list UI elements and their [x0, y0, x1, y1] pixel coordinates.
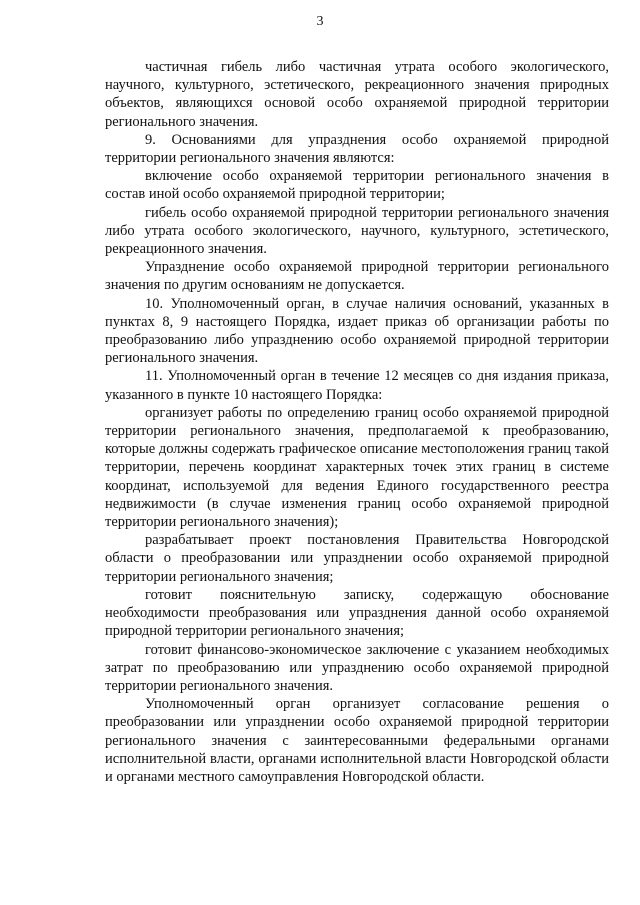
paragraph-item-11-explanatory-note: готовит пояснительную записку, содержащую обоснование необходимости преобразования или упразднения данной особо охраняемой природной территории регионального значения; — [105, 586, 609, 640]
paragraph-item-9-inclusion: включение особо охраняемой территории регионального значения в состав иной особо охраняемой природной территории; — [105, 168, 609, 203]
paragraph-item-9: 9. Основаниями для упразднения особо охраняемой природной территории регионального значения являются: — [105, 131, 609, 167]
paragraph-item-10: 10. Уполномоченный орган, в случае наличия оснований, указанных в пунктах 8, 9 настоящего Порядка, издает приказ об организации работы по преобразованию либо упразднению особо охраняемой природной территории регионального значения. — [105, 295, 609, 367]
paragraph-item-11-financial-conclusion: готовит финансово-экономическое заключение с указанием необходимых затрат по преобразованию или упразднению особо охраняемой природной территории регионального значения. — [105, 641, 609, 694]
page-number: 3 — [316, 14, 324, 29]
paragraph-item-11-boundaries: организует работы по определению границ особо охраняемой природной территории регионального значения, предполагаемой к преобразованию, которые должны содержать графическое описание местоположения границ такой территории, перечень координат характерных точек этих границ в системе координат, используемой для ведения Единого государственного реестра недвижимости (в случае изменения границ особо охраняемой природной территории регионального значения); — [105, 404, 609, 531]
document-body — [105, 58, 609, 786]
paragraph-item-11-draft-resolution: разрабатывает проект постановления Правительства Новгородской области о преобразовании или упразднении особо охраняемой природной территории регионального значения; — [105, 532, 609, 585]
paragraph-other-grounds: Упразднение особо охраняемой природной территории регионального значения по другим основаниям не допускается. — [105, 259, 609, 294]
paragraph-item-9-loss: гибель особо охраняемой природной территории регионального значения либо утрата особого экологического, научного, культурного, эстетического, рекреационного значения. — [105, 204, 609, 258]
paragraph-continuation: частичная гибель либо частичная утрата особого экологического, научного, культурного, эстетического, рекреационного значения природных объектов, являющихся основой особо охраняемой природной территории регионального значения. — [105, 59, 609, 130]
paragraph-item-11: 11. Уполномоченный орган в течение 12 месяцев со дня издания приказа, указанного в пункте 10 настоящего Порядка: — [105, 368, 609, 403]
paragraph-approval: Уполномоченный орган организует согласование решения о преобразовании или упразднении особо охраняемой природной территории регионального значения с заинтересованными федеральными органами исполнительной власти, органами исполнительной власти Новгородской области и органами местного самоуправления Новгородской области. — [105, 696, 609, 785]
